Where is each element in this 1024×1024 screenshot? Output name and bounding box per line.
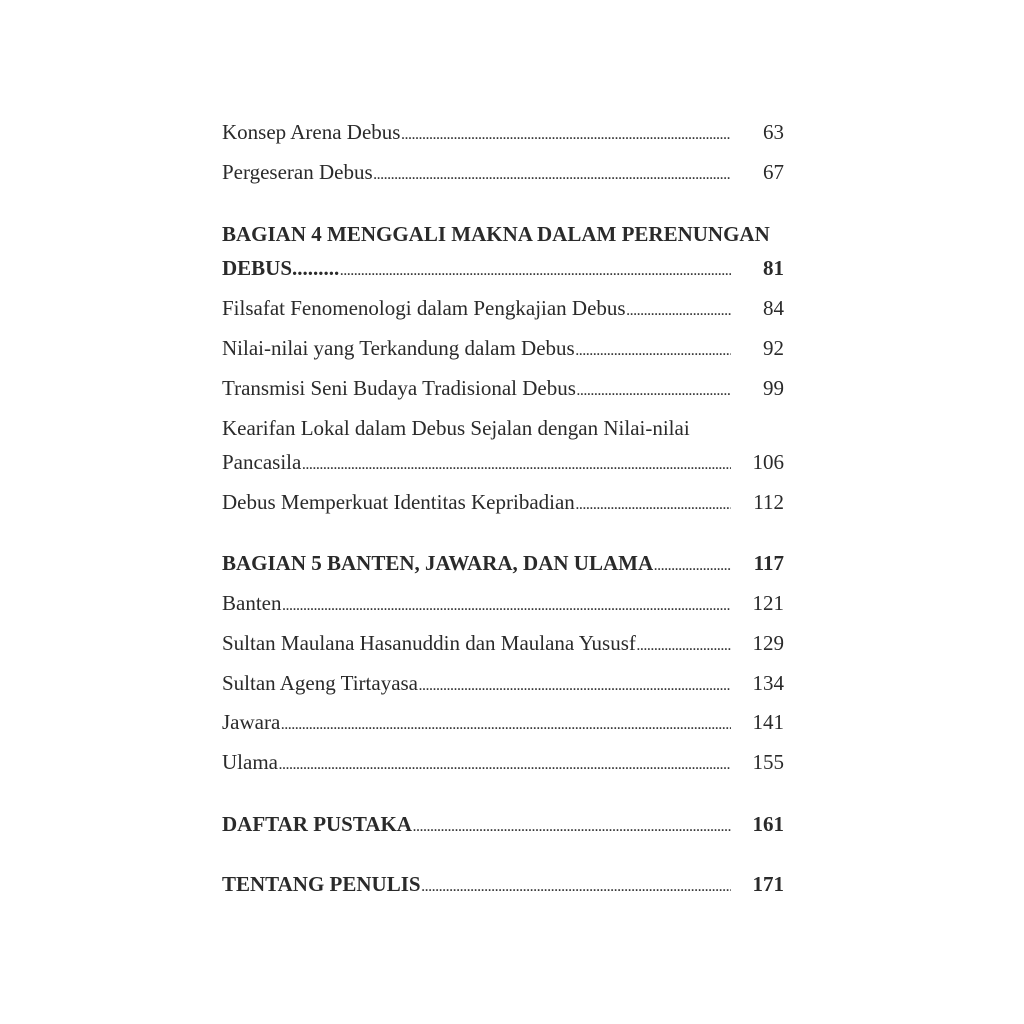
- toc-entry-daftar-pustaka[interactable]: [222, 812, 784, 837]
- toc-entry-title: BAGIAN 5 BANTEN, JAWARA, DAN ULAMA: [222, 551, 654, 575]
- dot-leader: [637, 639, 731, 654]
- dot-leader: [576, 344, 731, 359]
- dot-leader: [654, 559, 731, 574]
- toc-entry-sultan-ageng[interactable]: [222, 671, 784, 696]
- toc-entry-page: 129: [752, 631, 784, 655]
- toc-entry-nilai-nilai[interactable]: [222, 336, 784, 361]
- toc-entry-title: Filsafat Fenomenologi dalam Pengkajian Debus: [222, 296, 626, 320]
- toc-entry-page: 67: [763, 160, 784, 184]
- dot-leader: [419, 679, 731, 694]
- toc-entry-bagian-5[interactable]: [222, 551, 784, 576]
- toc-entry-title: Konsep Arena Debus: [222, 120, 401, 144]
- section-heading-bagian-4: BAGIAN 4 MENGGALI MAKNA DALAM PERENUNGAN: [222, 222, 770, 246]
- toc-entry-transmisi[interactable]: [222, 376, 784, 401]
- toc-entry-page: 155: [752, 750, 784, 774]
- toc-entry-page: 161: [752, 812, 784, 836]
- toc-entry-title: DAFTAR PUSTAKA: [222, 812, 412, 836]
- toc-entry-title: Debus Memperkuat Identitas Kepribadian: [222, 490, 575, 514]
- toc-entry-page: 106: [752, 450, 784, 474]
- toc-entry-page: 84: [763, 296, 784, 320]
- toc-entry-filsafat[interactable]: [222, 296, 784, 321]
- toc-entry-page: 112: [753, 490, 784, 514]
- toc-entry-kearifan-line1: Kearifan Lokal dalam Debus Sejalan dengan Nilai-nilai: [222, 416, 690, 440]
- toc-entry-kearifan-lokal[interactable]: [222, 450, 784, 475]
- toc-entry-tentang-penulis[interactable]: [222, 872, 784, 897]
- toc-entry-page: 99: [763, 376, 784, 400]
- toc-entry-konsep-arena-debus[interactable]: [222, 120, 784, 145]
- toc-entry-jawara[interactable]: [222, 710, 784, 735]
- dot-leader: [577, 384, 731, 399]
- toc-entry-bagian-4[interactable]: [222, 256, 784, 281]
- toc-entry-title: Banten: [222, 591, 282, 615]
- dot-leader: [401, 128, 731, 143]
- dot-leader: [374, 168, 731, 183]
- dot-leader: [302, 458, 731, 473]
- dot-leader: [576, 498, 731, 513]
- dot-leader: [282, 599, 731, 614]
- toc-entry-page: 117: [753, 551, 784, 575]
- toc-entry-title: Ulama: [222, 750, 278, 774]
- toc-entry-page: 81: [763, 256, 784, 280]
- toc-entry-title: Pergeseran Debus: [222, 160, 373, 184]
- toc-entry-title: Sultan Maulana Hasanuddin dan Maulana Yususf: [222, 631, 636, 655]
- dot-leader: [627, 304, 731, 319]
- toc-entry-title: Transmisi Seni Budaya Tradisional Debus: [222, 376, 576, 400]
- toc-entry-title: Nilai-nilai yang Terkandung dalam Debus: [222, 336, 575, 360]
- dot-leader: [279, 758, 731, 773]
- toc-entry-banten[interactable]: [222, 591, 784, 616]
- dot-leader: [413, 820, 731, 835]
- toc-entry-title: Jawara: [222, 710, 281, 734]
- toc-entry-title: DEBUS.........: [222, 256, 340, 280]
- toc-entry-page: 141: [752, 710, 784, 734]
- dot-leader: [340, 264, 731, 279]
- dot-leader: [281, 718, 731, 733]
- toc-entry-pergeseran-debus[interactable]: [222, 160, 784, 185]
- toc-entry-identitas[interactable]: [222, 490, 784, 515]
- toc-entry-page: 134: [752, 671, 784, 695]
- toc-entry-sultan-hasanuddin[interactable]: [222, 631, 784, 656]
- toc-entry-page: 63: [763, 120, 784, 144]
- toc-entry-title: Pancasila: [222, 450, 302, 474]
- toc-entry-page: 171: [752, 872, 784, 896]
- toc-entry-ulama[interactable]: [222, 750, 784, 775]
- toc-entry-title: Sultan Ageng Tirtayasa: [222, 671, 419, 695]
- toc-entry-page: 92: [763, 336, 784, 360]
- toc-entry-page: 121: [752, 591, 784, 615]
- toc-entry-title: TENTANG PENULIS: [222, 872, 421, 896]
- dot-leader: [422, 880, 731, 895]
